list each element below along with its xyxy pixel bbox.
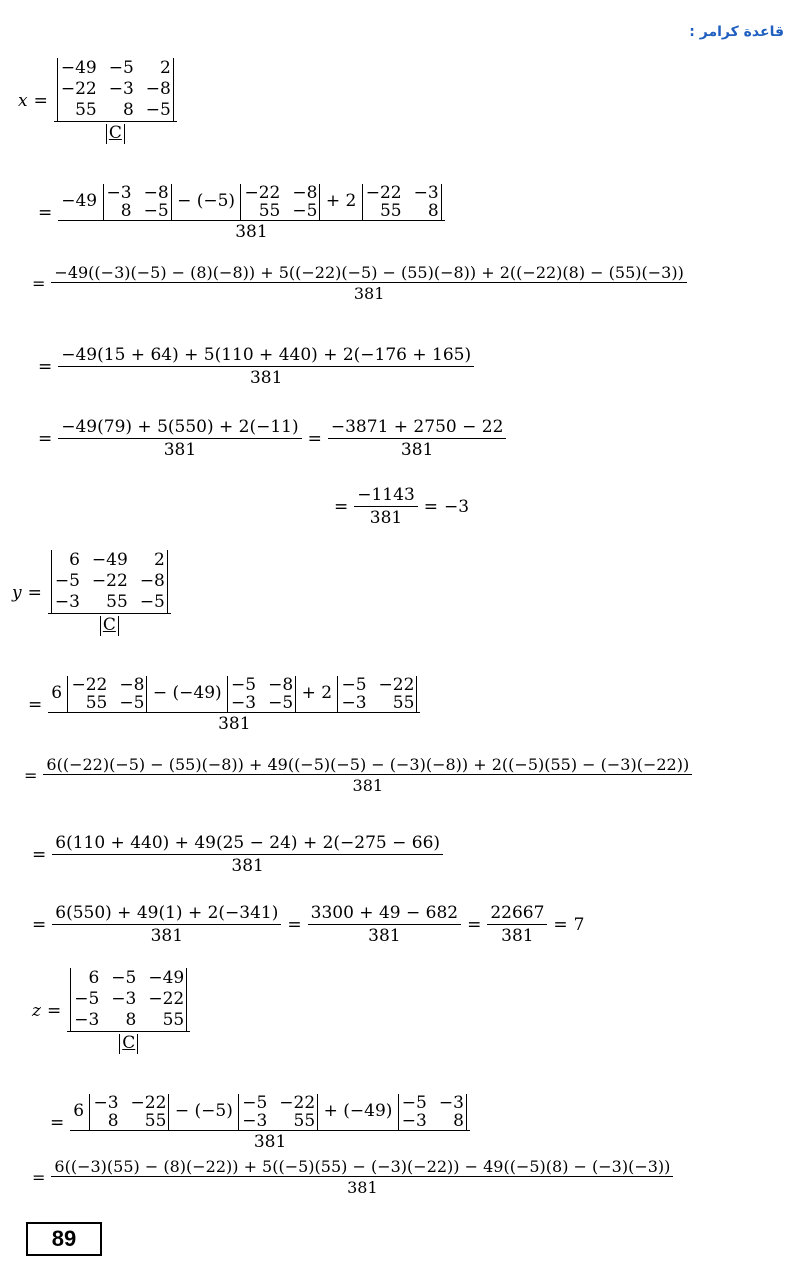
y-line-5: = $\frac{6(550) + 49(1) + 2(-341)}{381}$ = $\frac{3300 + 49 - 682}{381}$ = $\frac{22667}{381}$ = 7	[32, 903, 585, 946]
x-numerator-determinant: −49 −5 2 −22 −3 −8 55 8 −5	[57, 58, 174, 121]
x-value: −3	[444, 497, 470, 518]
cramer-rule-heading: قاعدة كرامر :	[689, 24, 784, 40]
z-line-3: = 6((−3)(55) − (8)(−22)) + 5((−5)(55) − (−3)(−22)) − 49((−5)(8) − (−3)(−3)) 381	[26, 1158, 673, 1198]
y-numerator-determinant: 6 −49 2 −5 −22 −8 −3 55 −5	[51, 550, 168, 613]
x-variable: x	[18, 90, 28, 111]
x-line-4: = $\frac{-49(15 + 64) + 5(110 + 440) + 2(-176 + 165)}{381}$	[32, 346, 474, 388]
z-variable: z	[32, 1000, 41, 1021]
coefficient-determinant: C	[100, 616, 119, 636]
y-definition: y = 6 −49 2 −5 −22 −8 −3 55 −5 C	[12, 550, 171, 636]
z-definition: z = 6 −5 −49 −5 −3 −22 −3 8 55 C	[32, 968, 190, 1054]
y-line-3: = 6((−22)(−5) − (55)(−8)) + 49((−5)(−5) − (−3)(−8)) + 2((−5)(55) − (−3)(−22)) 381	[18, 756, 692, 796]
x-result: = $\frac{-1143}{381}$ = −3	[334, 485, 470, 528]
z-numerator-determinant: 6 −5 −49 −5 −3 −22 −3 8 55	[70, 968, 187, 1031]
z-fraction	[67, 968, 190, 1054]
x-cofactor-expansion: = −49 −3 −8 8 −5 − (−5) −22 −8 55 −5 + 2 −22 −3 55 8 381	[32, 184, 445, 243]
x-line-5: = $\frac{-49(79) + 5(550) + 2(-11)}{381}$ = $\frac{-3871 + 2750 - 22}{381}$	[32, 418, 506, 460]
y-fraction	[48, 550, 171, 636]
z-cofactor-expansion: = 6 −3 −22 8 55 − (−5) −5 −22 −3 55 + (−49) −5 −3 −3 8 381	[44, 1094, 470, 1153]
y-value: 7	[573, 915, 585, 936]
y-variable: y	[12, 582, 22, 603]
coefficient-determinant: C	[106, 124, 125, 144]
x-fraction	[54, 58, 177, 144]
x-line-3: = −49((−3)(−5) − (8)(−8)) + 5((−22)(−5) − (55)(−8)) + 2((−22)(8) − (55)(−3)) 381	[26, 264, 687, 304]
coefficient-determinant: C	[119, 1034, 138, 1054]
y-line-4: = $\frac{6(110 + 440) + 49(25 - 24) + 2(-275 - 66)}{381}$	[26, 834, 443, 876]
page-number-box: 89	[26, 1222, 102, 1256]
y-cofactor-expansion: = 6 −22 −8 55 −5 − (−49) −5 −8 −3 −5 + 2 −5 −22 −3 55 381	[22, 676, 420, 735]
x-definition: x = −49 −5 2 −22 −3 −8 55 8 −5 C	[18, 58, 177, 144]
